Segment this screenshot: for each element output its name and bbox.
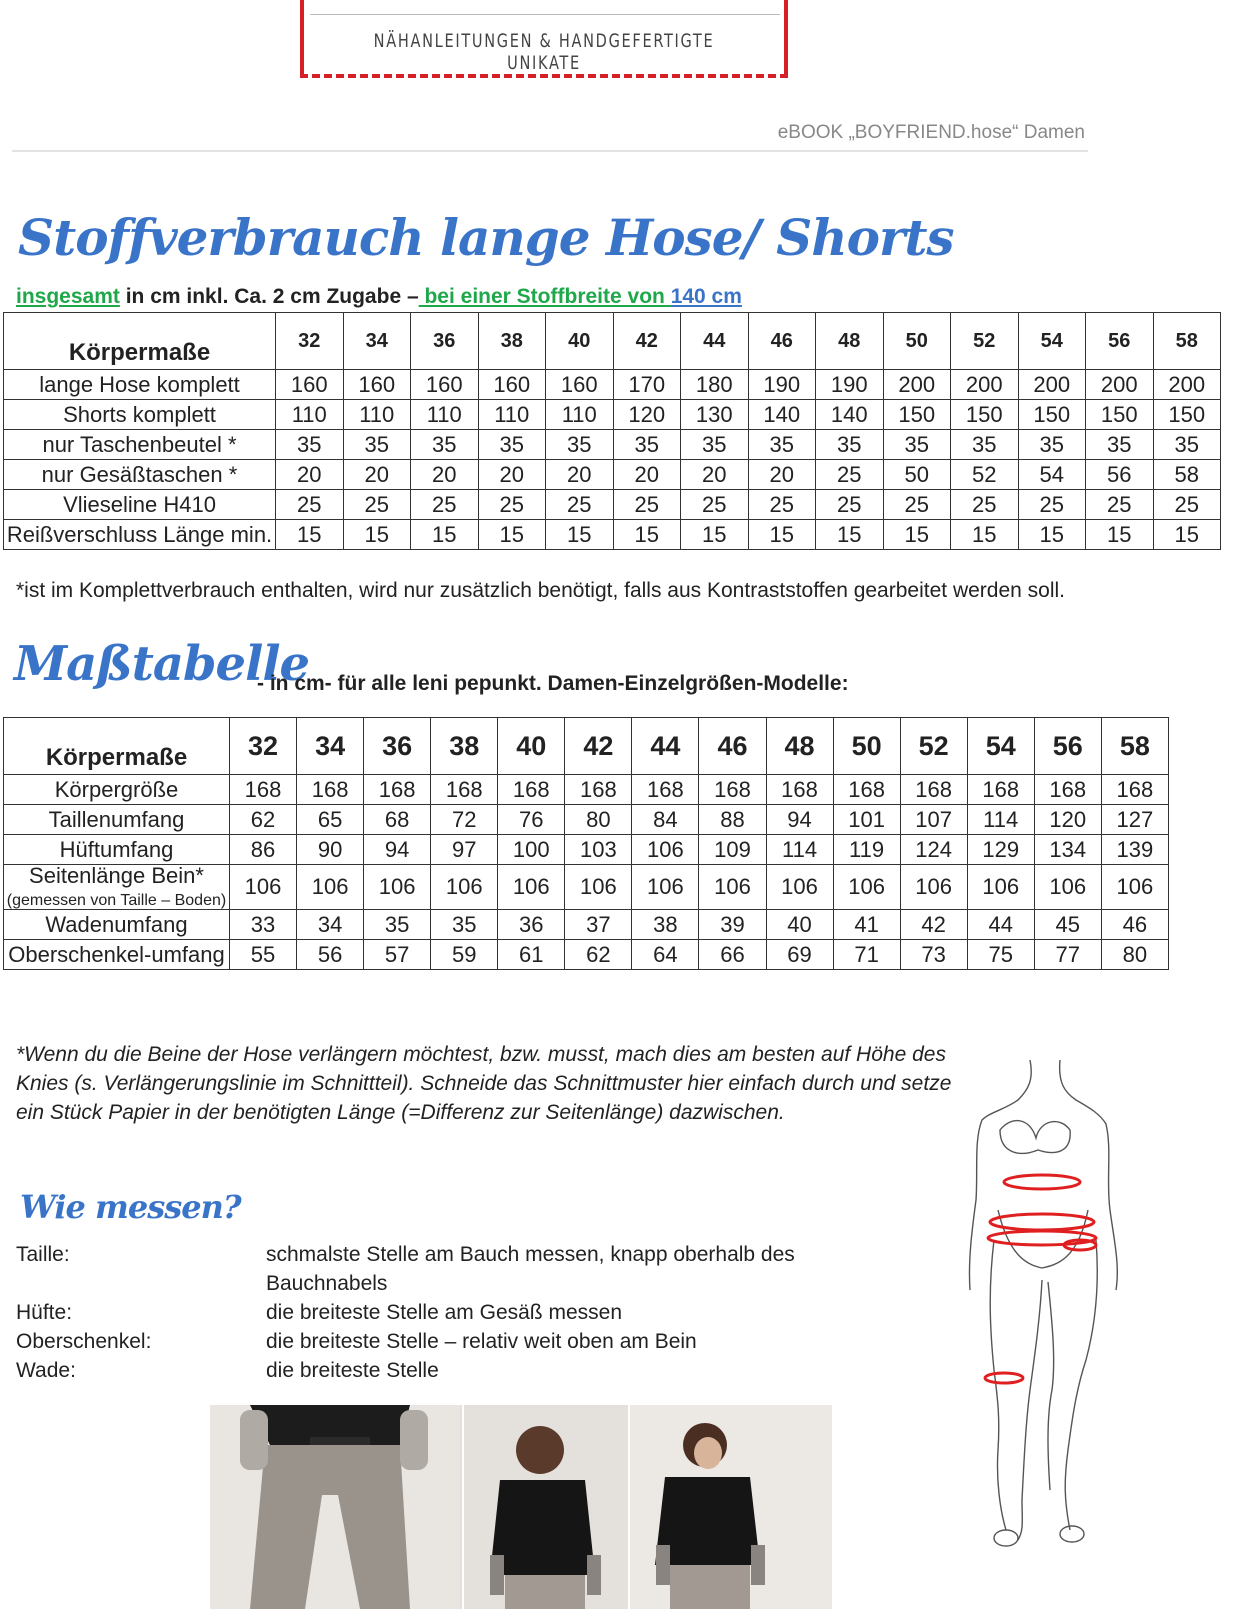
table-cell: 25 — [816, 460, 884, 490]
table-cell: 15 — [1153, 520, 1221, 550]
table-row — [4, 430, 1221, 460]
row-label-text: Seitenlänge Bein* — [29, 863, 204, 888]
table-cell: 65 — [297, 805, 364, 835]
table-cell: 35 — [276, 430, 344, 460]
table-cell: 35 — [343, 430, 411, 460]
model-photos — [210, 1405, 832, 1609]
table-cell: 110 — [546, 400, 614, 430]
measure-label: Oberschenkel: — [16, 1330, 152, 1353]
measure-label: Wade: — [16, 1359, 76, 1382]
table-cell: 200 — [1086, 370, 1154, 400]
table-cell: 15 — [951, 520, 1019, 550]
table-cell: 35 — [546, 430, 614, 460]
table-cell: 160 — [276, 370, 344, 400]
table-cell: 35 — [1018, 430, 1086, 460]
table-row — [4, 805, 1169, 835]
row-label — [4, 775, 230, 805]
size-header: 50 — [883, 313, 951, 370]
table-cell: 120 — [613, 400, 681, 430]
table-cell: 200 — [951, 370, 1019, 400]
table-cell: 15 — [276, 520, 344, 550]
table-cell: 168 — [1101, 775, 1168, 805]
size-header: 52 — [951, 313, 1019, 370]
table-cell: 168 — [766, 775, 833, 805]
table-cell: 35 — [748, 430, 816, 460]
table-cell: 46 — [1101, 910, 1168, 940]
table-cell: 168 — [967, 775, 1034, 805]
table-cell: 106 — [565, 865, 632, 910]
table-cell: 190 — [748, 370, 816, 400]
table-cell: 150 — [1018, 400, 1086, 430]
table-row — [4, 520, 1221, 550]
table-cell: 106 — [230, 865, 297, 910]
table-cell: 20 — [613, 460, 681, 490]
table-cell: 106 — [699, 865, 766, 910]
table-cell: 35 — [1086, 430, 1154, 460]
table-cell: 140 — [748, 400, 816, 430]
table-cell: 106 — [967, 865, 1034, 910]
fabric-section-title: Stoffverbrauch lange Hose/ Shorts — [18, 208, 954, 267]
table-cell: 35 — [613, 430, 681, 460]
size-header: 46 — [699, 718, 766, 775]
table-cell: 106 — [900, 865, 967, 910]
table-cell: 56 — [297, 940, 364, 970]
table-cell: 86 — [230, 835, 297, 865]
table-cell: 69 — [766, 940, 833, 970]
table-cell: 15 — [546, 520, 614, 550]
measure-desc: die breiteste Stelle — [266, 1359, 439, 1382]
table-row — [4, 490, 1221, 520]
table-cell: 110 — [411, 400, 479, 430]
brand-tagline: NÄHANLEITUNGEN & HANDGEFERTIGTE UNIKATE — [373, 30, 715, 74]
table-cell: 25 — [478, 490, 546, 520]
table-cell: 168 — [364, 775, 431, 805]
table-cell: 40 — [766, 910, 833, 940]
table-cell: 139 — [1101, 835, 1168, 865]
size-header: 50 — [833, 718, 900, 775]
table-cell: 168 — [230, 775, 297, 805]
table-cell: 94 — [364, 835, 431, 865]
row-label-text: Reißverschluss Länge min. — [6, 521, 273, 547]
table-cell: 168 — [297, 775, 364, 805]
row-label — [4, 400, 276, 430]
table-cell: 36 — [498, 910, 565, 940]
fabric-consumption-table — [3, 312, 1221, 550]
table-cell: 103 — [565, 835, 632, 865]
table-cell: 127 — [1101, 805, 1168, 835]
table-cell: 76 — [498, 805, 565, 835]
size-header: 42 — [613, 313, 681, 370]
table-cell: 114 — [766, 835, 833, 865]
table-cell: 71 — [833, 940, 900, 970]
subline-width-value: 140 cm — [670, 285, 742, 308]
row-label — [4, 835, 230, 865]
table-cell: 61 — [498, 940, 565, 970]
table-cell: 25 — [748, 490, 816, 520]
table-cell: 20 — [478, 460, 546, 490]
table-cell: 200 — [883, 370, 951, 400]
table-cell: 90 — [297, 835, 364, 865]
row-label-text: Hüftumfang — [59, 836, 174, 862]
table-row — [4, 865, 1169, 910]
table-cell: 73 — [900, 940, 967, 970]
table-cell: 180 — [681, 370, 749, 400]
table-cell: 168 — [632, 775, 699, 805]
table-cell: 15 — [1086, 520, 1154, 550]
row-label-text: Taillenumfang — [48, 806, 185, 832]
table-cell: 140 — [816, 400, 884, 430]
table-cell: 25 — [1018, 490, 1086, 520]
table-cell: 72 — [431, 805, 498, 835]
row-label — [4, 370, 276, 400]
table-cell: 37 — [565, 910, 632, 940]
table-cell: 35 — [364, 910, 431, 940]
table-cell: 68 — [364, 805, 431, 835]
table-cell: 134 — [1034, 835, 1101, 865]
size-header: 52 — [900, 718, 967, 775]
table-cell: 150 — [1086, 400, 1154, 430]
table-cell: 57 — [364, 940, 431, 970]
table-cell: 160 — [411, 370, 479, 400]
table-cell: 190 — [816, 370, 884, 400]
body-measurement-figure — [960, 1060, 1130, 1550]
ebook-title: eBOOK „BOYFRIEND.hose“ Damen — [777, 122, 1085, 143]
size-header: 58 — [1153, 313, 1221, 370]
table-cell: 56 — [1086, 460, 1154, 490]
table-cell: 35 — [411, 430, 479, 460]
table-cell: 80 — [565, 805, 632, 835]
table-cell: 106 — [364, 865, 431, 910]
table-row — [4, 910, 1169, 940]
subline-width: bei einer Stoffbreite von — [418, 285, 671, 308]
table-cell: 110 — [343, 400, 411, 430]
table-cell: 25 — [411, 490, 479, 520]
table-cell: 15 — [816, 520, 884, 550]
size-header: 56 — [1034, 718, 1101, 775]
subline-allowance: in cm inkl. Ca. 2 cm Zugabe – — [119, 285, 419, 308]
row-label-text: Oberschenkel-umfang — [8, 941, 225, 967]
table-cell: 39 — [699, 910, 766, 940]
table-cell: 15 — [613, 520, 681, 550]
table-cell: 168 — [431, 775, 498, 805]
table-cell: 84 — [632, 805, 699, 835]
table-cell: 25 — [1086, 490, 1154, 520]
table-cell: 35 — [816, 430, 884, 460]
table-cell: 168 — [900, 775, 967, 805]
table-cell: 64 — [632, 940, 699, 970]
table-cell: 130 — [681, 400, 749, 430]
table-cell: 106 — [766, 865, 833, 910]
table-cell: 15 — [343, 520, 411, 550]
table-cell: 106 — [498, 865, 565, 910]
measure-desc: die breiteste Stelle – relativ weit oben am Bein — [266, 1330, 697, 1353]
row-label-note: (gemessen von Taille – Boden) — [6, 892, 227, 909]
table-cell: 35 — [681, 430, 749, 460]
size-header: 36 — [411, 313, 479, 370]
table-header-label: Körpermaße — [4, 313, 276, 370]
table-cell: 35 — [951, 430, 1019, 460]
table-cell: 15 — [883, 520, 951, 550]
measure-desc: die breiteste Stelle am Gesäß messen — [266, 1301, 622, 1324]
size-header: 48 — [766, 718, 833, 775]
size-header: 38 — [431, 718, 498, 775]
table-cell: 25 — [613, 490, 681, 520]
size-header: 54 — [967, 718, 1034, 775]
table-cell: 124 — [900, 835, 967, 865]
size-header: 40 — [498, 718, 565, 775]
table-cell: 77 — [1034, 940, 1101, 970]
size-header: 54 — [1018, 313, 1086, 370]
table-cell: 120 — [1034, 805, 1101, 835]
table-cell: 80 — [1101, 940, 1168, 970]
table-cell: 20 — [411, 460, 479, 490]
row-label-text: nur Gesäßtaschen * — [41, 461, 238, 487]
table-cell: 33 — [230, 910, 297, 940]
table-cell: 25 — [681, 490, 749, 520]
table-cell: 106 — [297, 865, 364, 910]
table-cell: 41 — [833, 910, 900, 940]
row-label-text: nur Taschenbeutel * — [42, 431, 237, 457]
table-cell: 20 — [276, 460, 344, 490]
model-photos-image — [210, 1405, 832, 1609]
table-cell: 15 — [1018, 520, 1086, 550]
table-cell: 106 — [431, 865, 498, 910]
table-cell: 150 — [1153, 400, 1221, 430]
table-cell: 54 — [1018, 460, 1086, 490]
size-header: 40 — [546, 313, 614, 370]
size-header: 56 — [1086, 313, 1154, 370]
measure-section-title: Maßtabelle — [14, 636, 310, 692]
table-cell: 20 — [681, 460, 749, 490]
measure-label: Hüfte: — [16, 1301, 73, 1324]
measure-section-subtitle: - in cm- für alle leni pepunkt. Damen-Einzelgrößen-Modelle: — [257, 672, 849, 695]
row-label — [4, 430, 276, 460]
table-header-label: Körpermaße — [4, 718, 230, 775]
table-cell: 109 — [699, 835, 766, 865]
table-cell: 25 — [546, 490, 614, 520]
fabric-footnote: *ist im Komplettverbrauch enthalten, wird nur zusätzlich benötigt, falls aus Kontraststoffen gearbeitet werden soll. — [16, 579, 1065, 602]
size-header: 32 — [276, 313, 344, 370]
table-cell: 88 — [699, 805, 766, 835]
table-cell: 59 — [431, 940, 498, 970]
table-cell: 200 — [1153, 370, 1221, 400]
logo-divider — [310, 14, 780, 15]
row-label-text: lange Hose komplett — [39, 371, 240, 397]
table-cell: 35 — [478, 430, 546, 460]
table-cell: 15 — [681, 520, 749, 550]
table-cell: 25 — [883, 490, 951, 520]
subline-total: insgesamt — [16, 285, 120, 308]
size-header: 48 — [816, 313, 884, 370]
table-cell: 119 — [833, 835, 900, 865]
table-cell: 20 — [748, 460, 816, 490]
table-cell: 106 — [833, 865, 900, 910]
table-cell: 75 — [967, 940, 1034, 970]
table-cell: 50 — [883, 460, 951, 490]
table-cell: 66 — [699, 940, 766, 970]
table-cell: 35 — [431, 910, 498, 940]
table-cell: 20 — [343, 460, 411, 490]
row-label — [4, 805, 230, 835]
row-label-text: Shorts komplett — [63, 401, 216, 427]
table-cell: 62 — [565, 940, 632, 970]
row-label — [4, 520, 276, 550]
size-chart-table — [3, 717, 1169, 970]
row-label — [4, 940, 230, 970]
size-header: 32 — [230, 718, 297, 775]
table-cell: 170 — [613, 370, 681, 400]
table-cell: 106 — [632, 865, 699, 910]
table-cell: 45 — [1034, 910, 1101, 940]
measure-footnote: *Wenn du die Beine der Hose verlängern möchtest, bzw. musst, mach dies am besten auf Höhe des Knies (s. Verlängerungslinie im Schnittteil). Schneide das Schnittmuster hier einfach durch und setze ein Stück Papier in der benötigten Länge (=Differenz zur Seitenlänge) dazwischen. — [16, 1043, 952, 1124]
size-header: 46 — [748, 313, 816, 370]
table-cell: 25 — [276, 490, 344, 520]
size-header: 42 — [565, 718, 632, 775]
table-cell: 58 — [1153, 460, 1221, 490]
table-cell: 35 — [1153, 430, 1221, 460]
row-label-text: Wadenumfang — [45, 911, 188, 937]
size-header: 38 — [478, 313, 546, 370]
table-cell: 114 — [967, 805, 1034, 835]
size-header: 44 — [681, 313, 749, 370]
table-cell: 15 — [411, 520, 479, 550]
row-label-text: Vlieseline H410 — [63, 491, 216, 517]
table-cell: 150 — [883, 400, 951, 430]
table-cell: 62 — [230, 805, 297, 835]
table-cell: 42 — [900, 910, 967, 940]
table-cell: 168 — [699, 775, 766, 805]
table-cell: 52 — [951, 460, 1019, 490]
size-header: 34 — [297, 718, 364, 775]
size-header: 44 — [632, 718, 699, 775]
table-cell: 100 — [498, 835, 565, 865]
table-cell: 168 — [1034, 775, 1101, 805]
table-cell: 94 — [766, 805, 833, 835]
size-header: 36 — [364, 718, 431, 775]
table-cell: 106 — [1101, 865, 1168, 910]
table-cell: 25 — [951, 490, 1019, 520]
table-row — [4, 940, 1169, 970]
table-row — [4, 460, 1221, 490]
table-cell: 168 — [833, 775, 900, 805]
table-row — [4, 775, 1169, 805]
fabric-subline — [16, 285, 742, 309]
row-label-text: Körpergröße — [54, 776, 179, 802]
how-to-measure-title: Wie messen? — [20, 1188, 241, 1226]
table-cell: 168 — [565, 775, 632, 805]
table-cell: 35 — [883, 430, 951, 460]
table-cell: 110 — [276, 400, 344, 430]
measure-desc: schmalste Stelle am Bauch messen, knapp oberhalb des Bauchnabels — [266, 1243, 795, 1295]
table-cell: 106 — [1034, 865, 1101, 910]
table-cell: 168 — [498, 775, 565, 805]
table-cell: 25 — [1153, 490, 1221, 520]
table-cell: 200 — [1018, 370, 1086, 400]
table-cell: 38 — [632, 910, 699, 940]
table-cell: 150 — [951, 400, 1019, 430]
table-cell: 20 — [546, 460, 614, 490]
row-label — [4, 865, 230, 910]
table-row — [4, 400, 1221, 430]
table-cell: 160 — [546, 370, 614, 400]
table-cell: 15 — [478, 520, 546, 550]
row-label — [4, 460, 276, 490]
table-cell: 15 — [748, 520, 816, 550]
table-cell: 55 — [230, 940, 297, 970]
table-cell: 160 — [478, 370, 546, 400]
table-cell: 44 — [967, 910, 1034, 940]
row-label — [4, 490, 276, 520]
table-cell: 129 — [967, 835, 1034, 865]
size-header: 58 — [1101, 718, 1168, 775]
table-cell: 110 — [478, 400, 546, 430]
table-cell: 34 — [297, 910, 364, 940]
table-row — [4, 370, 1221, 400]
table-cell: 25 — [343, 490, 411, 520]
table-cell: 97 — [431, 835, 498, 865]
size-header: 34 — [343, 313, 411, 370]
table-cell: 101 — [833, 805, 900, 835]
table-cell: 106 — [632, 835, 699, 865]
table-cell: 107 — [900, 805, 967, 835]
row-label — [4, 910, 230, 940]
measure-label: Taille: — [16, 1243, 70, 1266]
header-divider — [12, 150, 1088, 152]
table-row — [4, 835, 1169, 865]
table-cell: 25 — [816, 490, 884, 520]
table-cell: 160 — [343, 370, 411, 400]
